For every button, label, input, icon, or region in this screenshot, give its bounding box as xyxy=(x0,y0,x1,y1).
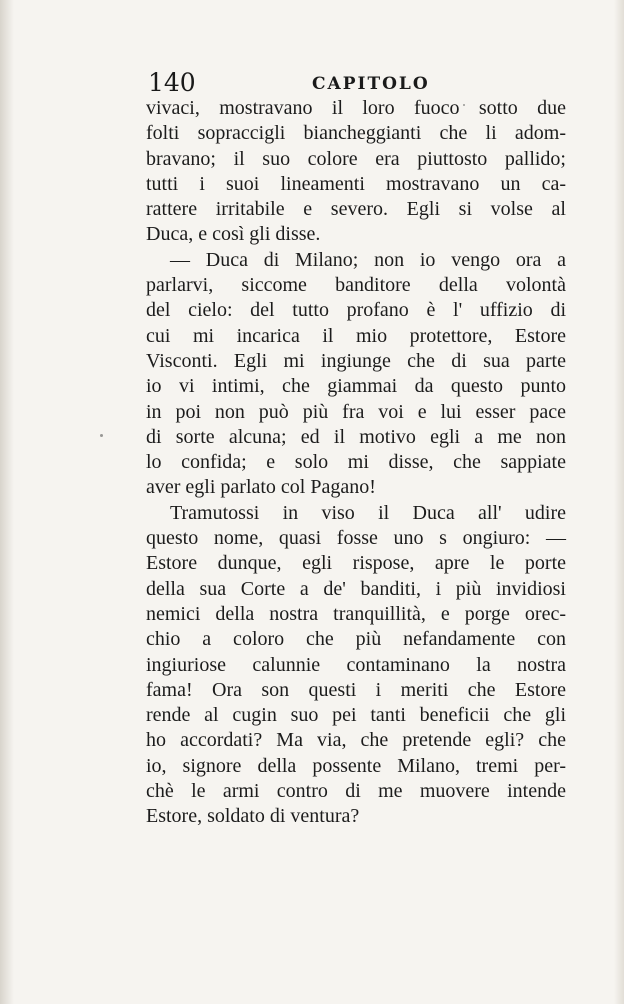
page-edge-left xyxy=(0,0,14,1004)
text-line: chio a coloro che più nefandamente con xyxy=(146,628,566,651)
text-line: nemici della nostra tranquillità, e porge orec- xyxy=(146,602,566,625)
text-line: ho accordati? Ma via, che pretende egli? che xyxy=(146,729,566,752)
text-line: folti sopraccigli biancheggianti che li adom- xyxy=(146,122,566,145)
text-line: Visconti. Egli mi ingiunge che di sua parte xyxy=(146,349,566,372)
text-line: di sorte alcuna; ed il motivo egli a me non xyxy=(146,425,566,448)
text-line: aver egli parlato col Pagano! xyxy=(146,476,376,499)
running-head: CAPITOLO xyxy=(312,74,430,94)
page-number: 140 xyxy=(148,68,196,97)
page-edge-right xyxy=(614,0,624,1004)
text-line: chè le armi contro di me muovere intende xyxy=(146,780,566,803)
text-line: bravano; il suo colore era piuttosto pallido; xyxy=(146,147,566,170)
text-line: Estore dunque, egli rispose, apre le porte xyxy=(146,552,566,575)
text-line: parlarvi, siccome banditore della volontà xyxy=(146,274,566,297)
text-line: Duca, e così gli disse. xyxy=(146,223,321,246)
text-line: del cielo: del tutto profano è l' uffizio di xyxy=(146,299,566,322)
text-line: in poi non può più fra voi e lui esser pace xyxy=(146,400,566,423)
text-line: — Duca di Milano; non io vengo ora a xyxy=(170,248,566,271)
text-line: Tramutossi in viso il Duca all' udire xyxy=(170,501,566,524)
ink-speck xyxy=(100,434,103,437)
text-line: rattere irritabile e severo. Egli si volse al xyxy=(146,198,566,221)
text-line: della sua Corte a de' banditi, i più invidiosi xyxy=(146,577,566,600)
text-line: tutti i suoi lineamenti mostravano un ca- xyxy=(146,172,566,195)
text-line: lo confida; e solo mi disse, che sappiate xyxy=(146,451,566,474)
text-line: io vi intimi, che giammai da questo punto xyxy=(146,375,566,398)
text-line: vivaci, mostravano il loro fuoco sotto due xyxy=(146,97,566,119)
text-line: rende al cugin suo pei tanti beneficii che gli xyxy=(146,704,566,727)
text-line: questo nome, quasi fosse uno s ongiuro: — xyxy=(146,527,566,550)
text-line: fama! Ora son questi i meriti che Estore xyxy=(146,678,566,701)
body-text xyxy=(146,96,566,830)
text-line: ingiuriose calunnie contaminano la nostra xyxy=(146,653,566,676)
text-line: cui mi incarica il mio protettore, Estore xyxy=(146,324,566,347)
page-header xyxy=(148,68,448,98)
text-line: Estore, soldato di ventura? xyxy=(146,805,360,828)
text-line: io, signore della possente Milano, tremi per- xyxy=(146,754,566,777)
